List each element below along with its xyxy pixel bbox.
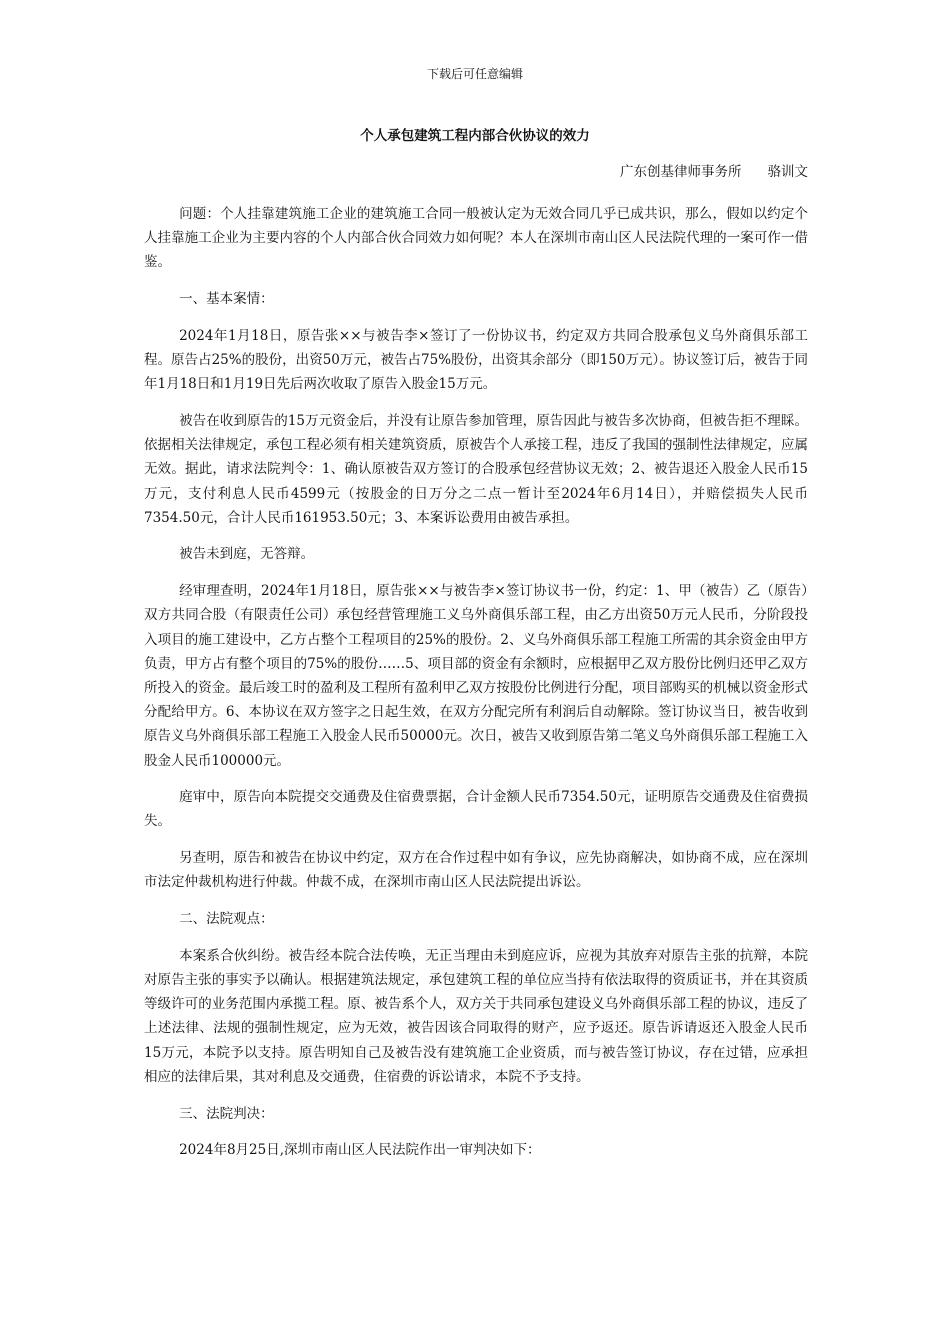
- question-paragraph: 问题：个人挂靠建筑施工企业的建筑施工合同一般被认定为无效合同几乎已成共识，那么，假如以约定个人挂靠施工企业为主要内容的个人内部合伙合同效力如何呢？本人在深圳市南山区人民法院代理的一案可作一借鉴。: [144, 206, 808, 271]
- law-firm: 广东创基律师事务所: [620, 164, 742, 180]
- body-paragraph: 另查明，原告和被告在协议中约定，双方在合作过程中如有争议，应先协商解决，如协商不成，应在深圳市法定仲裁机构进行仲裁。仲裁不成，在深圳市南山区人民法院提出诉讼。: [144, 850, 808, 891]
- download-note: 下载后可任意编辑: [426, 67, 523, 81]
- section-heading-judgment: 三、法院判决：: [179, 1105, 274, 1122]
- article-body: [144, 202, 808, 1175]
- body-paragraph: 本案系合伙纠纷。被告经本院合法传唤，无正当理由未到庭应诉，应视为其放弃对原告主张的抗辩，本院对原告主张的事实予以确认。根据建筑法规定，承包建筑工程的单位应当持有依法取得的资质证书，并在其资质等级许可的业务范围内承揽工程。原、被告系个人，双方关于共同承包建设义乌外商俱乐部工程的协议，违反了上述法律、法规的强制性规定，应为无效，被告因该合同取得的财产，应予返还。原告诉请返还入股金人民币15万元，本院予以支持。原告明知自己及被告没有建筑施工企业资质，而与被告签订协议，存在过错，应承担相应的法律后果，其对利息及交通费，住宿费的诉讼请求，本院不予支持。: [144, 947, 808, 1085]
- body-paragraph: 经审理查明，2024年1月18日，原告张××与被告李×签订协议书一份，约定：1、甲（被告）乙（原告）双方共同合股（有限责任公司）承包经营管理施工义乌外商俱乐部工程，由乙方出资50万元人民币，分阶段投入项目的施工建设中，乙方占整个工程项目的25%的股份。2、义乌外商俱乐部工程施工所需的其余资金由甲方负责，甲方占有整个项目的75%的股份……5、项目部的资金有余额时，应根据甲乙双方股份比例归还甲乙双方所投入的资金。最后竣工时的盈利及工程所有盈利甲乙双方按股份比例进行分配，项目部购买的机械以资金形式分配给甲方。6、本协议在双方签字之日起生效，在双方分配完所有利润后自动解除。签订协议当日，被告收到原告义乌外商俱乐部工程施工入股金人民币50000元。次日，被告又收到原告第二笔义乌外商俱乐部工程施工入股金人民币100000元。: [144, 583, 808, 769]
- body-paragraph: 庭审中，原告向本院提交交通费及住宿费票据，合计金额人民币7354.50元，证明原告交通费及住宿费损失。: [144, 789, 808, 830]
- body-paragraph: 被告在收到原告的15万元资金后，并没有让原告参加管理，原告因此与被告多次协商，但被告拒不理睬。依据相关法律规定，承包工程必须有相关建筑资质，原被告个人承接工程，违反了我国的强制性法律规定，应属无效。据此，请求法院判令：1、确认原被告双方签订的合股承包经营协议无效；2、被告退还入股金人民币15万元，支付利息人民币4599元（按股金的日万分之二点一暂计至2024年6月14日），并赔偿损失人民币7354.50元，合计人民币161953.50元；3、本案诉讼费用由被告承担。: [144, 412, 808, 526]
- article-title: 个人承包建筑工程内部合伙协议的效力: [360, 128, 590, 144]
- section-heading-court-opinion: 二、法院观点：: [179, 911, 274, 928]
- byline: [620, 163, 808, 181]
- section-heading-basic-facts: 一、基本案情：: [179, 291, 274, 308]
- body-paragraph: 2024年1月18日，原告张××与被告李×签订了一份协议书，约定双方共同合股承包义乌外商俱乐部工程。原告占25%的股份，出资50万元，被告占75%股份，出资其余部分（即150万元）。协议签订后，被告于同年1月18日和1月19日先后两次收取了原告入股金15万元。: [144, 327, 808, 393]
- body-paragraph: 被告未到庭，无答辩。: [179, 546, 315, 563]
- body-paragraph: 2024年8月25日,深圳市南山区人民法院作出一审判决如下：: [179, 1142, 541, 1159]
- author-name: 骆训文: [767, 164, 808, 180]
